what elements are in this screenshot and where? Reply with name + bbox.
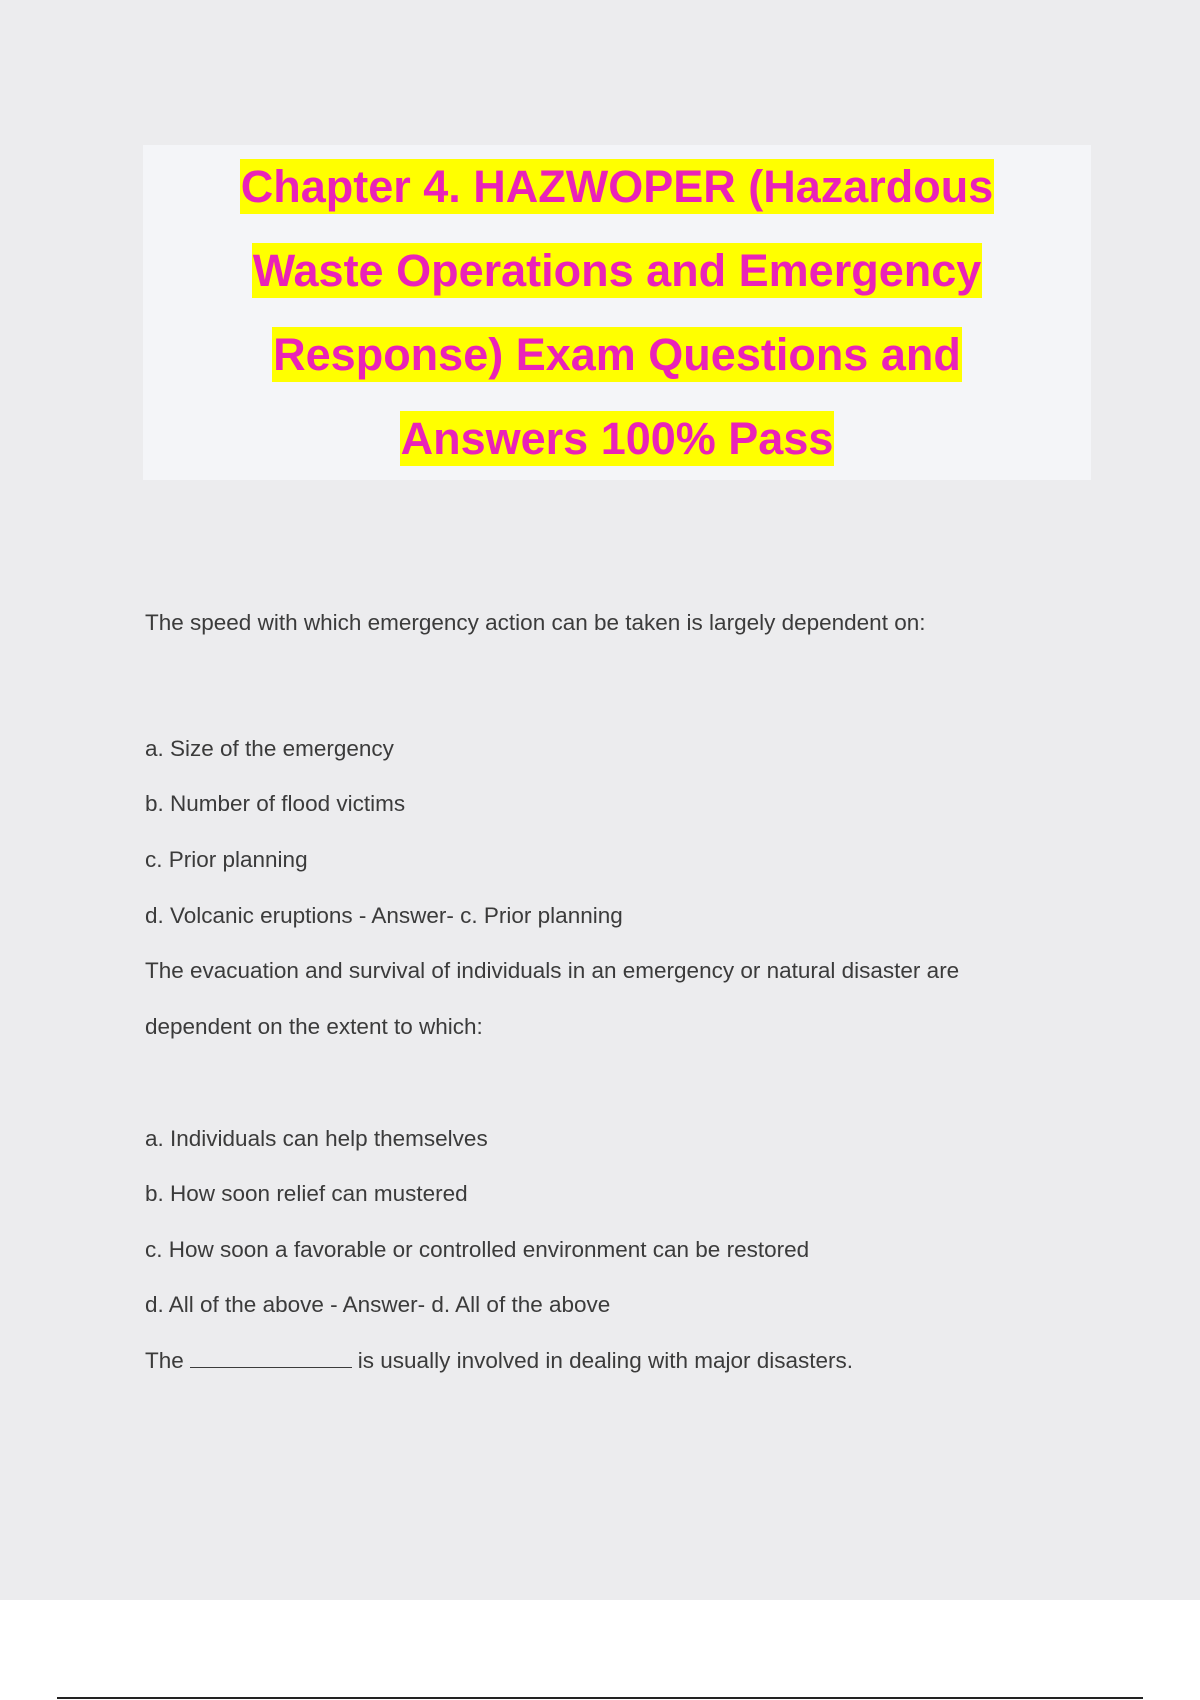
question-3-prompt-end: is usually involved in dealing with major disasters. [357,1348,854,1373]
question-3-prompt-start: The [145,1348,184,1373]
title-line-1: Chapter 4. HAZWOPER (Hazardous [240,161,994,212]
question-2-option-d: d. All of the above - Answer- d. All of the above [145,1292,611,1317]
fill-in-blank [190,1347,352,1368]
question-2-prompt-line-1: The evacuation and survival of individuals in an emergency or natural disaster are [145,958,960,983]
footer-divider [57,1697,1143,1699]
question-1-option-d: d. Volcanic eruptions - Answer- c. Prior planning [145,903,623,928]
question-1-option-c: c. Prior planning [145,847,308,872]
document-title [143,145,1091,481]
question-1-option-a: a. Size of the emergency [145,736,394,761]
question-3-prompt [145,1347,853,1374]
title-line-4: Answers 100% Pass [400,413,834,464]
question-1-option-b: b. Number of flood victims [145,791,406,816]
title-line-2: Waste Operations and Emergency [252,245,982,296]
question-2-option-c: c. How soon a favorable or controlled environment can be restored [145,1237,810,1262]
title-line-3: Response) Exam Questions and [273,329,961,380]
question-2-option-a: a. Individuals can help themselves [145,1126,488,1151]
question-1-prompt: The speed with which emergency action can be taken is largely dependent on: [145,610,926,635]
title-box [143,145,1091,480]
question-2-option-b: b. How soon relief can mustered [145,1181,468,1206]
question-2-prompt-line-2: dependent on the extent to which: [145,1014,483,1039]
